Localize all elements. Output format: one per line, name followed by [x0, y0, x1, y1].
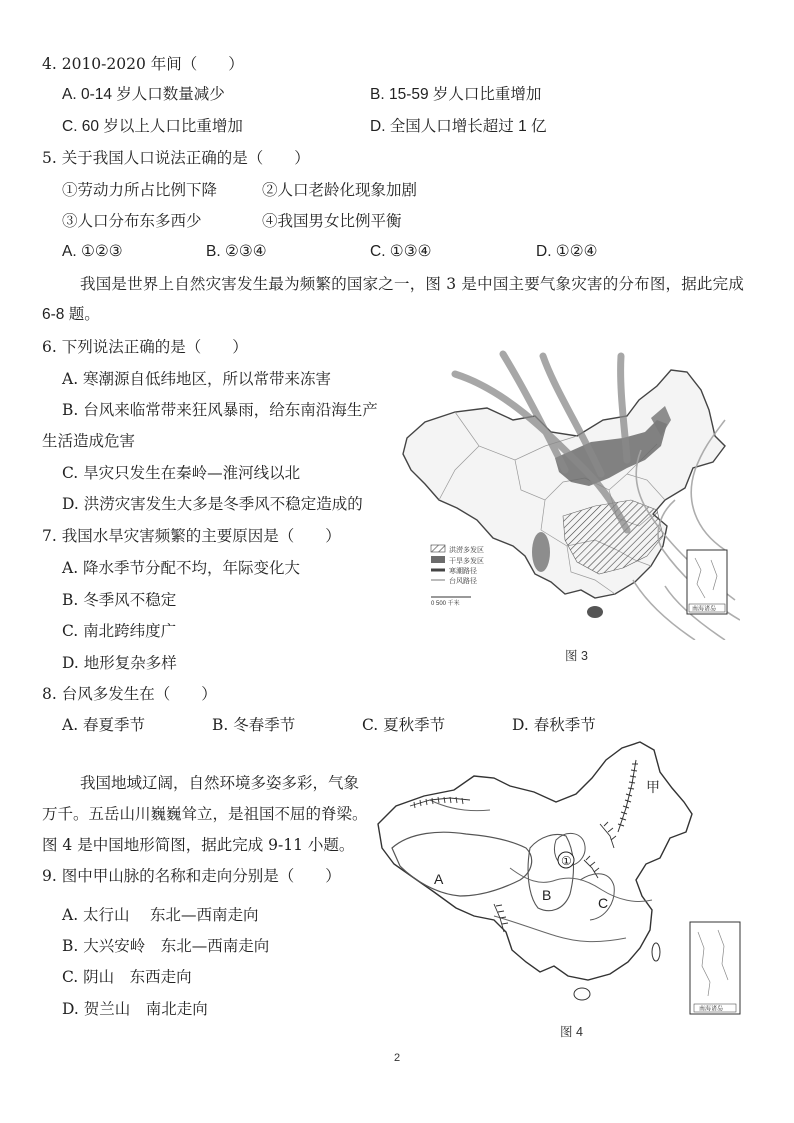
- fig3-inset-label: 南海诸岛: [692, 606, 717, 613]
- q6-option-d: D. 洪涝灾害发生大多是冬季风不稳定造成的: [62, 495, 363, 513]
- fig3-legend: [431, 545, 484, 607]
- q9-option-b: B. 大兴安岭 东北—西南走向: [62, 937, 270, 955]
- fig3-scale: 0 500 千米: [431, 601, 460, 607]
- q4-option-b: B. 15-59 岁人口比重增加: [370, 86, 542, 103]
- q9-stem: 9. 图中甲山脉的名称和走向分别是（ ）: [42, 867, 341, 885]
- label-c: C: [598, 895, 609, 911]
- label-a: A: [434, 871, 444, 887]
- q6-option-b-cont: 生活造成危害: [42, 432, 136, 450]
- q9-option-a: A. 太行山 东北—西南走向: [62, 906, 259, 924]
- page-number: 2: [394, 1052, 401, 1064]
- q8-option-a: A. 春夏季节: [62, 716, 146, 734]
- legend-drought: 干旱多发区: [449, 558, 484, 565]
- q7-option-a: A. 降水季节分配不均，年际变化大: [62, 559, 301, 577]
- q4-stem: 4. 2010-2020 年间（ ）: [42, 55, 244, 73]
- q6-option-a: A. 寒潮源自低纬地区，所以常带来冻害: [62, 370, 332, 388]
- legend-coldwave: 寒潮路径: [449, 568, 477, 575]
- q8-option-c: C. 夏秋季节: [362, 716, 446, 734]
- q4-option-d: D. 全国人口增长超过 1 亿: [370, 118, 547, 135]
- q7-option-b: B. 冬季风不稳定: [62, 591, 177, 609]
- q5-statement-1: ①劳动力所占比例下降: [62, 181, 218, 199]
- fig4-inset-label: 南海诸岛: [699, 1006, 724, 1013]
- q4-option-c: C. 60 岁以上人口比重增加: [62, 118, 243, 135]
- q9-option-c: C. 阴山 东西走向: [62, 968, 192, 986]
- label-region-1: ①: [561, 854, 572, 868]
- q9-option-d: D. 贺兰山 南北走向: [62, 1000, 208, 1018]
- q6-stem: 6. 下列说法正确的是（ ）: [42, 338, 248, 356]
- figure-3-caption: 图 3: [565, 649, 588, 663]
- legend-flood: 洪涝多发区: [449, 547, 484, 554]
- fig3-inset: [687, 550, 727, 614]
- q8-stem: 8. 台风多发生在（ ）: [42, 685, 217, 703]
- legend-typhoon: 台风路径: [449, 578, 477, 585]
- figure-3-disaster-map: [395, 350, 740, 640]
- q7-option-d: D. 地形复杂多样: [62, 654, 177, 672]
- q5-option-d: D. ①②④: [536, 243, 598, 260]
- q5-statement-2: ②人口老龄化现象加剧: [262, 181, 418, 199]
- q7-option-c: C. 南北跨纬度广: [62, 622, 177, 640]
- intro1-line2: 6-8 题。: [42, 306, 100, 323]
- q8-option-d: D. 春秋季节: [512, 716, 596, 734]
- q8-option-b: B. 冬春季节: [212, 716, 296, 734]
- q5-option-b: B. ②③④: [206, 243, 267, 260]
- intro2-line1: 我国地域辽阔，自然环境多姿多彩，气象: [80, 774, 360, 792]
- q5-option-a: A. ①②③: [62, 243, 123, 260]
- q5-stem: 5. 关于我国人口说法正确的是（ ）: [42, 149, 310, 167]
- q5-statement-4: ④我国男女比例平衡: [262, 212, 402, 230]
- q6-option-c: C. 旱灾只发生在秦岭—淮河线以北: [62, 464, 301, 482]
- q5-statement-3: ③人口分布东多西少: [62, 212, 202, 230]
- label-b: B: [542, 887, 552, 903]
- label-jia: 甲: [646, 779, 660, 795]
- q5-option-c: C. ①③④: [370, 243, 432, 260]
- figure-4-caption: 图 4: [560, 1025, 583, 1039]
- q7-stem: 7. 我国水旱灾害频繁的主要原因是（ ）: [42, 527, 341, 545]
- china-outline-2: [378, 742, 692, 980]
- intro2-line2: 万千。五岳山川巍巍耸立，是祖国不屈的脊梁。: [42, 805, 368, 823]
- figure-4-terrain-map: [370, 740, 755, 1030]
- intro1-line1: 我国是世界上自然灾害发生最为频繁的国家之一，图 3 是中国主要气象灾害的分布图，据此完成: [80, 275, 745, 293]
- q4-option-a: A. 0-14 岁人口数量减少: [62, 86, 225, 103]
- q6-option-b: B. 台风来临常带来狂风暴雨，给东南沿海生产: [62, 401, 378, 419]
- fig4-inset: [690, 922, 740, 1014]
- intro2-line3: 图 4 是中国地形简图，据此完成 9-11 小题。: [42, 836, 355, 854]
